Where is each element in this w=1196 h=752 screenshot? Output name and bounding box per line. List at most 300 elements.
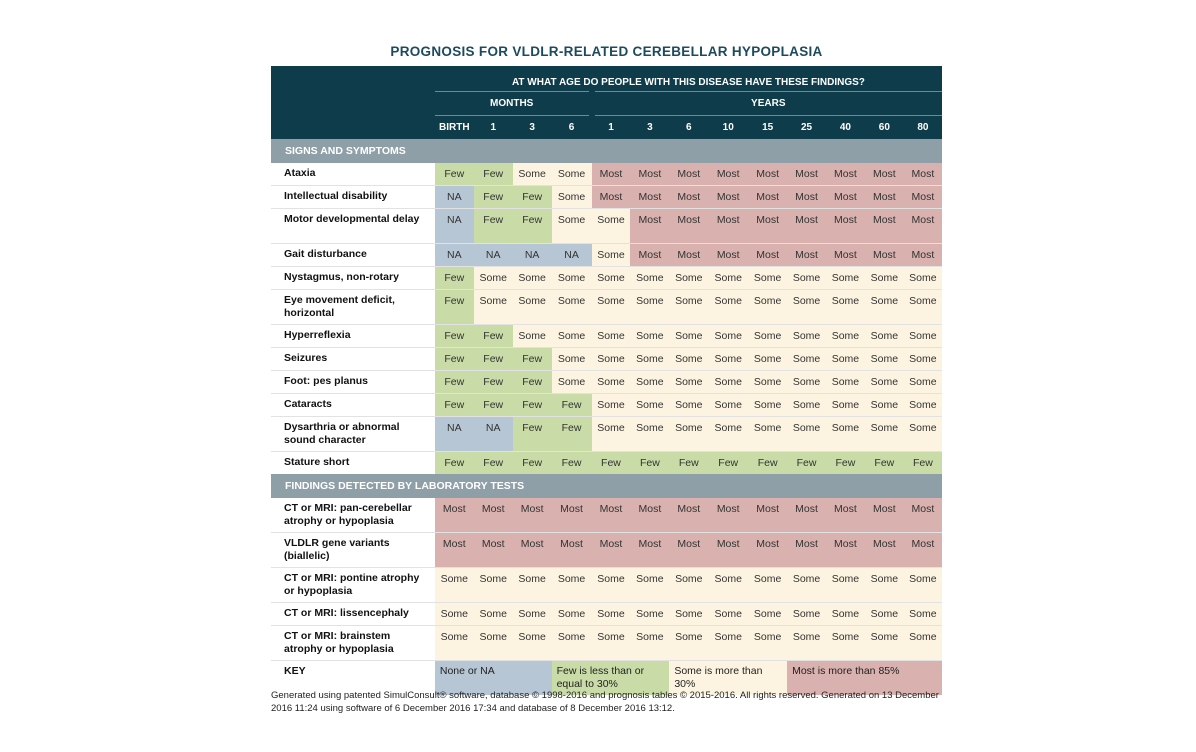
- finding-value-cell: [474, 290, 513, 325]
- finding-value-cell: [630, 371, 669, 394]
- finding-value-cell: [748, 533, 787, 568]
- finding-value: Some: [831, 330, 860, 342]
- header-question: AT WHAT AGE DO PEOPLE WITH THIS DISEASE HAVE THESE FINDINGS?: [511, 76, 865, 88]
- finding-value-cell: [904, 244, 942, 267]
- finding-value: Most: [638, 191, 662, 203]
- age-header: 3: [529, 121, 535, 133]
- finding-value-cell: [826, 394, 865, 417]
- finding-value-cell: [592, 163, 631, 186]
- finding-value: Most: [756, 538, 779, 550]
- finding-value-cell: [748, 244, 787, 267]
- finding-value: Some: [636, 422, 664, 434]
- finding-value-cell: [630, 267, 669, 290]
- finding-value-cell: [748, 603, 787, 626]
- finding-value: Some: [909, 353, 937, 365]
- finding-value-cell: [865, 603, 904, 626]
- age-header: 1: [608, 121, 614, 133]
- finding-value-cell: [513, 603, 552, 626]
- finding-value-cell: [904, 290, 942, 325]
- finding-value-cell: [865, 568, 904, 603]
- finding-value: Most: [442, 538, 466, 550]
- finding-value: Some: [597, 422, 625, 434]
- finding-value-cell: [787, 568, 826, 603]
- finding-value-cell: [904, 325, 942, 348]
- finding-value-cell: [552, 394, 592, 417]
- finding-value-cell: [592, 186, 631, 209]
- finding-value: Some: [440, 573, 469, 585]
- key-item-text: None or NA: [439, 665, 495, 677]
- finding-value: Some: [557, 272, 586, 284]
- finding-value: Some: [909, 330, 937, 342]
- finding-value-cell: [865, 498, 904, 533]
- finding-name: Intellectual disability: [284, 190, 388, 202]
- finding-row: [271, 417, 942, 452]
- finding-value: Some: [597, 573, 625, 585]
- finding-value: Most: [677, 214, 701, 226]
- finding-value-cell: [787, 371, 826, 394]
- finding-value: Most: [716, 538, 740, 550]
- finding-value-cell: [435, 394, 474, 417]
- finding-value: Some: [792, 272, 821, 284]
- finding-value-cell: [474, 348, 513, 371]
- finding-value-cell: [826, 244, 865, 267]
- finding-value: Some: [831, 422, 860, 434]
- finding-value-cell: [513, 533, 552, 568]
- finding-value-cell: [826, 325, 865, 348]
- finding-value: Most: [911, 191, 935, 203]
- finding-value-cell: [669, 290, 708, 325]
- finding-value-cell: [826, 163, 865, 186]
- finding-value-cell: [552, 209, 592, 244]
- finding-value-cell: [592, 568, 631, 603]
- finding-value-cell: [826, 452, 865, 475]
- finding-value: Some: [831, 272, 860, 284]
- finding-value-cell: [748, 163, 787, 186]
- finding-value-cell: [787, 603, 826, 626]
- finding-value: Some: [753, 272, 782, 284]
- finding-value: Few: [522, 353, 543, 365]
- finding-value-cell: [552, 533, 592, 568]
- finding-value-cell: [904, 267, 942, 290]
- finding-value-cell: [669, 267, 708, 290]
- finding-value-cell: [826, 533, 865, 568]
- finding-value-cell: [552, 603, 592, 626]
- finding-row: [271, 452, 942, 475]
- finding-value-cell: [865, 348, 904, 371]
- header-years-label: YEARS: [751, 97, 786, 109]
- finding-value: Some: [518, 168, 546, 180]
- finding-value: Most: [795, 191, 818, 203]
- finding-value: Some: [557, 214, 586, 226]
- finding-value: Most: [599, 168, 623, 180]
- finding-value-cell: [513, 348, 552, 371]
- finding-value-cell: [865, 452, 904, 475]
- finding-value-cell: [513, 267, 552, 290]
- finding-value-cell: [708, 186, 748, 209]
- finding-value-cell: [435, 209, 474, 244]
- finding-value-cell: [474, 267, 513, 290]
- finding-value: Few: [483, 353, 504, 365]
- finding-value: Most: [481, 538, 505, 550]
- finding-value-cell: [865, 533, 904, 568]
- finding-value: Most: [442, 503, 466, 515]
- finding-value-cell: [669, 371, 708, 394]
- finding-value: Few: [639, 457, 660, 469]
- finding-value: Few: [561, 457, 582, 469]
- finding-value-cell: [865, 267, 904, 290]
- finding-value: Most: [756, 191, 779, 203]
- finding-value: Most: [716, 214, 740, 226]
- finding-value-cell: [474, 498, 513, 533]
- finding-value-cell: [787, 325, 826, 348]
- finding-value: Most: [795, 249, 818, 261]
- finding-value-cell: [865, 290, 904, 325]
- finding-value: NA: [485, 422, 501, 434]
- finding-value: Some: [597, 214, 625, 226]
- finding-row: [271, 394, 942, 417]
- finding-value-cell: [787, 498, 826, 533]
- finding-value: Most: [872, 538, 896, 550]
- finding-value-cell: [474, 626, 513, 661]
- finding-value: Few: [483, 330, 504, 342]
- finding-value-cell: [513, 209, 552, 244]
- finding-name: Seizures: [284, 352, 328, 364]
- finding-row: [271, 209, 942, 244]
- finding-value-cell: [592, 603, 631, 626]
- finding-name: Dysarthria or abnormal sound character: [284, 421, 400, 446]
- finding-value: Most: [872, 168, 896, 180]
- finding-name: VLDLR gene variants (biallelic): [284, 537, 390, 562]
- finding-value-cell: [708, 371, 748, 394]
- finding-value-cell: [669, 394, 708, 417]
- finding-value: Some: [518, 608, 546, 620]
- finding-value: Most: [677, 191, 701, 203]
- finding-value-cell: [748, 267, 787, 290]
- finding-value: Most: [599, 538, 623, 550]
- finding-value-cell: [474, 533, 513, 568]
- finding-value: Some: [870, 422, 899, 434]
- finding-value: Some: [479, 573, 507, 585]
- finding-value-cell: [748, 568, 787, 603]
- finding-value-cell: [552, 498, 592, 533]
- finding-value: Some: [636, 330, 664, 342]
- finding-value: Few: [483, 399, 504, 411]
- finding-value-cell: [630, 348, 669, 371]
- finding-value: Some: [714, 295, 742, 307]
- finding-value-cell: [435, 186, 474, 209]
- finding-value: Most: [756, 168, 779, 180]
- finding-value-cell: [474, 163, 513, 186]
- footer-note: Generated using patented SimulConsult® software, database © 1998-2016 and prognosis tables © 2015-2016. All rights reserved. Generated on 13 December 2016 11:24 using software of 6 December 2016 17:34 and database of 8 December 2016 13:12.: [271, 690, 939, 714]
- finding-value-cell: [435, 568, 474, 603]
- finding-value-cell: [669, 603, 708, 626]
- finding-value-cell: [748, 348, 787, 371]
- finding-value: Some: [714, 608, 742, 620]
- finding-value: Most: [911, 503, 935, 515]
- finding-value: Some: [440, 608, 469, 620]
- finding-name: Motor developmental delay: [284, 213, 420, 225]
- finding-value-cell: [669, 568, 708, 603]
- prognosis-table: [271, 66, 942, 695]
- age-header: BIRTH: [439, 121, 470, 133]
- finding-row: [271, 626, 942, 661]
- finding-value: Few: [718, 457, 739, 469]
- finding-row: [271, 568, 942, 603]
- age-header: 6: [568, 121, 575, 133]
- finding-value-cell: [748, 186, 787, 209]
- finding-value: Some: [792, 330, 821, 342]
- finding-value: Most: [834, 503, 857, 515]
- finding-value-cell: [513, 325, 552, 348]
- finding-value: Few: [522, 422, 543, 434]
- section-header-row: [271, 139, 942, 163]
- finding-value-cell: [826, 626, 865, 661]
- age-header: 80: [917, 121, 929, 133]
- finding-value-cell: [904, 371, 942, 394]
- finding-value-cell: [474, 603, 513, 626]
- finding-value: Few: [444, 353, 465, 365]
- finding-value-cell: [865, 371, 904, 394]
- finding-value: Most: [872, 214, 896, 226]
- finding-value-cell: [826, 371, 865, 394]
- finding-value: Few: [757, 457, 778, 469]
- finding-value-cell: [435, 533, 474, 568]
- finding-name: CT or MRI: pontine atrophy or hypoplasia: [284, 572, 420, 597]
- finding-value-cell: [474, 325, 513, 348]
- finding-value: Some: [831, 353, 860, 365]
- finding-value-cell: [630, 603, 669, 626]
- finding-value-cell: [708, 626, 748, 661]
- finding-value-cell: [865, 163, 904, 186]
- finding-value: Few: [483, 376, 504, 388]
- finding-value-cell: [630, 209, 669, 244]
- finding-value: Few: [483, 191, 504, 203]
- finding-value-cell: [592, 325, 631, 348]
- finding-value: Most: [872, 191, 896, 203]
- finding-value-cell: [904, 163, 942, 186]
- finding-value: Few: [678, 457, 699, 469]
- finding-value: Some: [753, 422, 782, 434]
- finding-value: Some: [714, 399, 742, 411]
- finding-value: Some: [909, 399, 937, 411]
- finding-value-cell: [708, 498, 748, 533]
- finding-value-cell: [669, 244, 708, 267]
- finding-value-cell: [708, 209, 748, 244]
- finding-value: Some: [870, 399, 899, 411]
- finding-value: Few: [522, 376, 543, 388]
- finding-value-cell: [552, 452, 592, 475]
- finding-value: Some: [870, 376, 899, 388]
- finding-row: [271, 371, 942, 394]
- finding-value: Few: [444, 376, 465, 388]
- finding-name: CT or MRI: lissencephaly: [284, 607, 409, 619]
- finding-value: Some: [675, 330, 703, 342]
- finding-value-cell: [708, 533, 748, 568]
- finding-value: Most: [795, 538, 818, 550]
- finding-value: Few: [874, 457, 895, 469]
- finding-value: Some: [870, 330, 899, 342]
- finding-value: Some: [753, 376, 782, 388]
- finding-value: Some: [518, 272, 546, 284]
- finding-value: NA: [524, 249, 540, 261]
- key-label: KEY: [284, 665, 306, 677]
- finding-value: Some: [636, 399, 664, 411]
- finding-value-cell: [787, 394, 826, 417]
- finding-value-cell: [513, 626, 552, 661]
- finding-value: Some: [557, 353, 586, 365]
- finding-value: Few: [522, 399, 543, 411]
- finding-value: Most: [481, 503, 505, 515]
- finding-value-cell: [592, 417, 631, 452]
- finding-value: Most: [638, 538, 662, 550]
- finding-value-cell: [435, 371, 474, 394]
- finding-value-cell: [904, 417, 942, 452]
- finding-value: Some: [753, 573, 782, 585]
- finding-value-cell: [513, 452, 552, 475]
- finding-value: Most: [872, 249, 896, 261]
- finding-value-cell: [787, 417, 826, 452]
- finding-value: Some: [518, 631, 546, 643]
- finding-value-cell: [592, 267, 631, 290]
- finding-value: Few: [483, 168, 504, 180]
- finding-value-cell: [435, 267, 474, 290]
- finding-value-cell: [865, 325, 904, 348]
- finding-value-cell: [513, 186, 552, 209]
- finding-value-cell: [435, 244, 474, 267]
- finding-value: Most: [911, 538, 935, 550]
- finding-value: Most: [834, 538, 857, 550]
- finding-value: Some: [557, 608, 586, 620]
- finding-value-cell: [513, 394, 552, 417]
- finding-value-cell: [708, 325, 748, 348]
- finding-value-cell: [513, 417, 552, 452]
- finding-value: Some: [792, 608, 821, 620]
- finding-value-cell: [865, 394, 904, 417]
- finding-value-cell: [552, 267, 592, 290]
- finding-value-cell: [592, 348, 631, 371]
- finding-value-cell: [669, 498, 708, 533]
- finding-value-cell: [630, 498, 669, 533]
- finding-value: Most: [911, 214, 935, 226]
- finding-value-cell: [513, 290, 552, 325]
- finding-value-cell: [474, 209, 513, 244]
- key-item-text: Some is more than 30%: [674, 665, 763, 690]
- finding-value-cell: [592, 498, 631, 533]
- finding-value-cell: [474, 417, 513, 452]
- finding-value-cell: [630, 626, 669, 661]
- finding-value-cell: [748, 498, 787, 533]
- finding-value-cell: [552, 568, 592, 603]
- finding-value-cell: [592, 626, 631, 661]
- finding-value-cell: [708, 267, 748, 290]
- finding-value: NA: [485, 249, 501, 261]
- finding-value: Most: [599, 191, 623, 203]
- finding-value-cell: [708, 290, 748, 325]
- finding-value: Most: [795, 214, 818, 226]
- finding-value-cell: [513, 244, 552, 267]
- finding-value: Few: [444, 330, 465, 342]
- finding-value: Some: [714, 422, 742, 434]
- finding-value: Some: [597, 272, 625, 284]
- finding-value-cell: [787, 626, 826, 661]
- finding-value: Most: [834, 168, 857, 180]
- finding-value: Some: [714, 376, 742, 388]
- finding-value: Some: [597, 295, 625, 307]
- finding-value: Few: [444, 399, 465, 411]
- finding-value-cell: [435, 603, 474, 626]
- finding-value: Some: [831, 295, 860, 307]
- finding-value-cell: [787, 533, 826, 568]
- finding-value-cell: [669, 452, 708, 475]
- finding-value: Most: [638, 249, 662, 261]
- finding-value-cell: [787, 186, 826, 209]
- finding-name: Gait disturbance: [284, 248, 367, 260]
- finding-value-cell: [787, 267, 826, 290]
- finding-value: Most: [756, 249, 779, 261]
- finding-value-cell: [474, 452, 513, 475]
- finding-value-cell: [904, 533, 942, 568]
- finding-value: Some: [597, 249, 625, 261]
- finding-value-cell: [435, 163, 474, 186]
- finding-value: Some: [597, 330, 625, 342]
- finding-value-cell: [826, 186, 865, 209]
- finding-value: Some: [909, 272, 937, 284]
- finding-value-cell: [826, 417, 865, 452]
- finding-value: Some: [597, 399, 625, 411]
- finding-value: Most: [520, 538, 544, 550]
- finding-value-cell: [630, 452, 669, 475]
- finding-value: Most: [756, 503, 779, 515]
- finding-value: Some: [909, 295, 937, 307]
- finding-value: Some: [753, 353, 782, 365]
- finding-value: Some: [792, 353, 821, 365]
- finding-value: Some: [909, 631, 937, 643]
- finding-value: Most: [677, 503, 701, 515]
- finding-value-cell: [669, 325, 708, 348]
- finding-value: Some: [753, 399, 782, 411]
- finding-value: Some: [518, 295, 546, 307]
- finding-value: Most: [716, 168, 740, 180]
- finding-value: Few: [796, 457, 817, 469]
- finding-value: Some: [636, 353, 664, 365]
- finding-value-cell: [748, 290, 787, 325]
- finding-value: Some: [440, 631, 469, 643]
- finding-value: Some: [792, 399, 821, 411]
- finding-row: [271, 290, 942, 325]
- finding-value-cell: [630, 533, 669, 568]
- finding-value: Some: [675, 422, 703, 434]
- finding-row: [271, 186, 942, 209]
- finding-value: Some: [714, 353, 742, 365]
- finding-value: Some: [557, 295, 586, 307]
- finding-value-cell: [787, 348, 826, 371]
- finding-value: Some: [675, 631, 703, 643]
- finding-value: Most: [520, 503, 544, 515]
- finding-value: Most: [638, 214, 662, 226]
- finding-value: Some: [479, 631, 507, 643]
- finding-value-cell: [708, 417, 748, 452]
- finding-value-cell: [435, 417, 474, 452]
- age-header: 25: [800, 121, 813, 133]
- finding-value-cell: [787, 290, 826, 325]
- age-header: 60: [878, 121, 890, 133]
- finding-value: Some: [831, 399, 860, 411]
- finding-value-cell: [826, 603, 865, 626]
- finding-value: Some: [675, 295, 703, 307]
- finding-value: Some: [909, 573, 937, 585]
- finding-value: Some: [714, 631, 742, 643]
- finding-value-cell: [708, 452, 748, 475]
